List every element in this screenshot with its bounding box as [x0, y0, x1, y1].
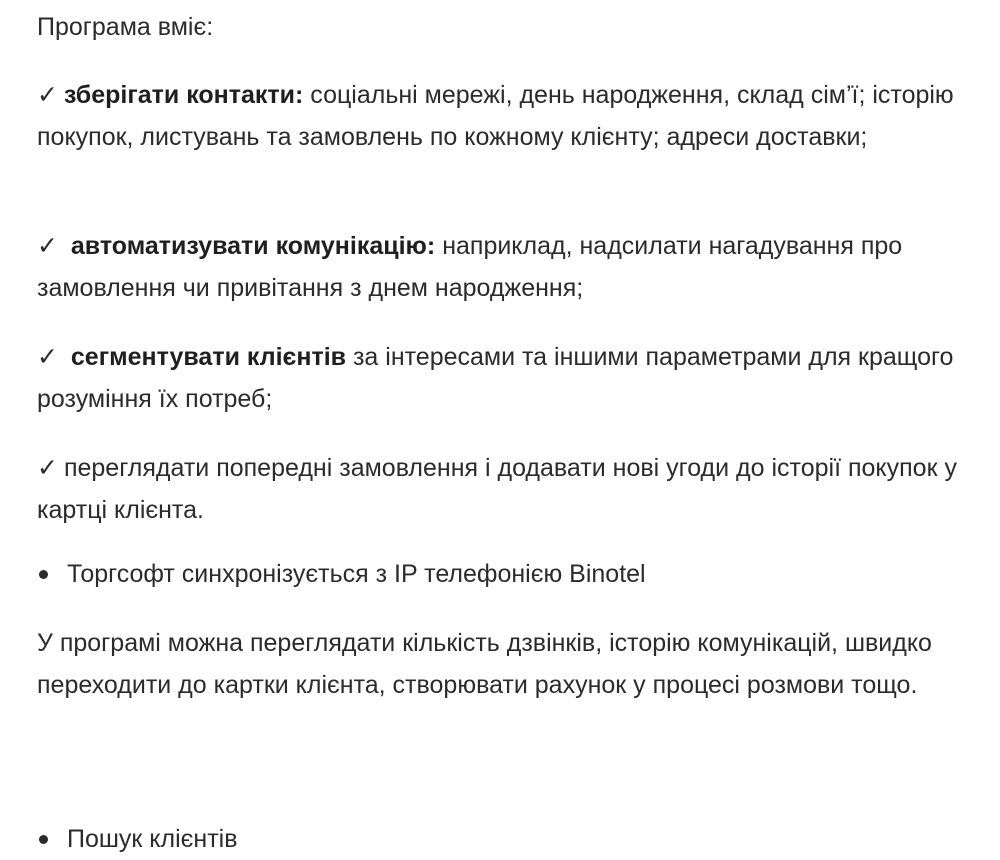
bullet-text: Пошук клієнтів — [67, 825, 238, 853]
check-icon: ✓ — [37, 232, 58, 260]
feature-bold-label: зберігати контакти: — [63, 81, 304, 109]
check-icon: ✓ — [37, 81, 58, 109]
feature-text: переглядати попередні замовлення і додавати нові угоди до історії покупок у картці клієнта. — [37, 454, 957, 524]
document-body — [37, 0, 982, 853]
bullet-text: Торгсофт синхронізується з IP телефонією Binotel — [67, 560, 646, 588]
bullet-item-binotel — [37, 553, 1000, 595]
intro-text: Програма вміє: — [37, 13, 214, 41]
feature-bold-label: сегментувати клієнтів — [70, 343, 347, 371]
feature-text: соціальні мережі, день народження, склад сім’ї; історію покупок, листувань та замовлень по кожному клієнту; адреси доставки; — [37, 81, 954, 151]
feature-text: наприклад, надсилати нагадування про замовлення чи привітання з днем народження; — [37, 232, 903, 302]
check-icon: ✓ — [37, 454, 58, 482]
feature-item-orders — [37, 447, 982, 531]
bullet-dot-icon — [39, 835, 48, 844]
feature-item-automate — [37, 225, 982, 309]
bullet-dot-icon — [39, 570, 48, 579]
bullet-item-search — [37, 818, 1000, 860]
check-icon: ✓ — [37, 343, 58, 371]
paragraph-calls: У програмі можна переглядати кількість дзвінків, історію комунікацій, швидко переходити до картки клієнта, створювати рахунок у процесі розмови тощо. — [37, 629, 932, 699]
feature-bold-label: автоматизувати комунікацію: — [70, 232, 436, 260]
feature-text: за інтересами та іншими параметрами для кращого розуміння їх потреб; — [37, 343, 954, 413]
feature-item-segment — [37, 336, 982, 420]
feature-item-save-contacts — [37, 74, 982, 158]
